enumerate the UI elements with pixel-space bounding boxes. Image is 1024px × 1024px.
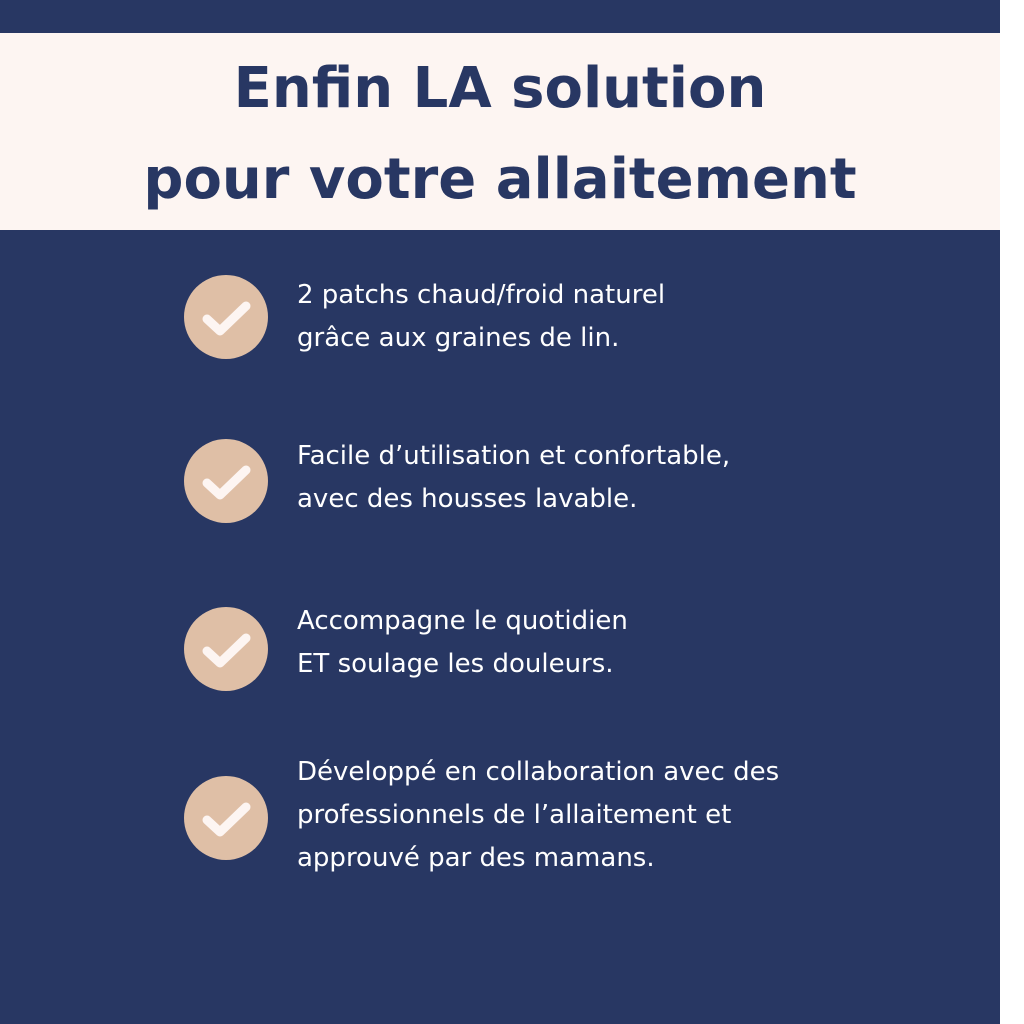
feature-1-line-2: grâce aux graines de lin. (297, 323, 620, 353)
feature-text-1 (297, 274, 665, 360)
feature-1-line-1: 2 patchs chaud/froid naturel (297, 280, 666, 310)
feature-text-2 (297, 435, 730, 521)
feature-4-line-3: approuvé par des mamans. (297, 843, 655, 873)
check-icon (184, 275, 268, 359)
feature-4-line-2: professionnels de l’allaitement et (297, 800, 732, 830)
check-icon (184, 439, 268, 523)
feature-2-line-2: avec des housses lavable. (297, 484, 638, 514)
check-icon (184, 607, 268, 691)
page-title-line-2: pour votre allaitement (143, 147, 857, 212)
feature-4-line-1: Développé en collaboration avec des (297, 757, 780, 787)
features-panel (0, 230, 1000, 1024)
feature-2-line-1: Facile d’utilisation et confortable, (297, 441, 731, 471)
feature-3-line-1: Accompagne le quotidien (297, 606, 628, 636)
feature-3-line-2: ET soulage les douleurs. (297, 649, 614, 679)
check-icon (184, 776, 268, 860)
feature-text-3 (297, 600, 628, 686)
top-navy-strip (0, 0, 1000, 33)
feature-text-4 (297, 751, 779, 880)
page-title-line-1: Enfin LA solution (233, 56, 767, 121)
